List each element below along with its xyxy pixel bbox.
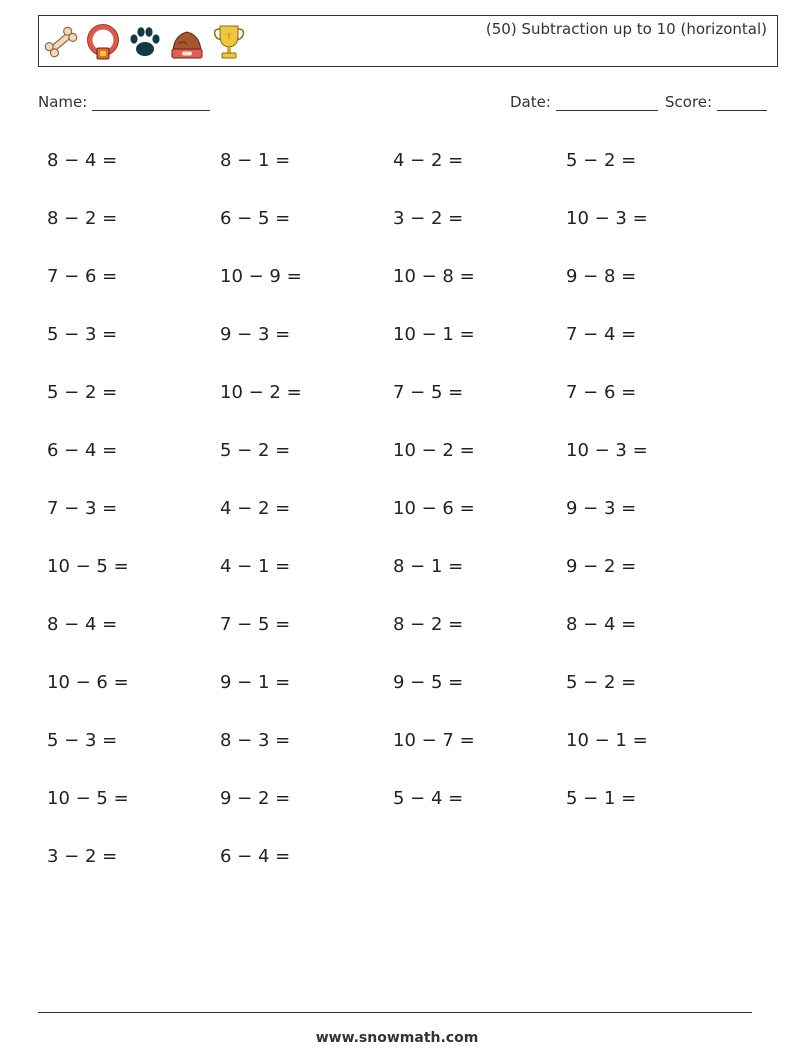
problem-item: 9 − 3 = — [220, 324, 291, 345]
problem-item: 7 − 5 = — [393, 382, 464, 403]
header-icons — [43, 20, 247, 64]
problem-item: 8 − 2 = — [393, 614, 464, 635]
problem-item: 9 − 8 = — [566, 266, 637, 287]
problem-item: 8 − 4 = — [47, 150, 118, 171]
problem-item: 10 − 2 = — [220, 382, 302, 403]
problem-item: 9 − 1 = — [220, 672, 291, 693]
problem-item: 5 − 2 = — [220, 440, 291, 461]
dog-collar-icon — [85, 22, 121, 62]
problem-item: 10 − 6 = — [47, 672, 129, 693]
problem-item: 10 − 5 = — [47, 556, 129, 577]
date-field — [510, 93, 658, 111]
problem-item: 7 − 3 = — [47, 498, 118, 519]
problem-item: 3 − 2 = — [393, 208, 464, 229]
problem-item: 10 − 3 = — [566, 208, 648, 229]
problem-item: 7 − 5 = — [220, 614, 291, 635]
problem-item: 10 − 8 = — [393, 266, 475, 287]
footer-url: www.snowmath.com — [315, 1030, 479, 1046]
score-field — [665, 93, 767, 111]
problem-item: 10 − 9 = — [220, 266, 302, 287]
problem-item: 5 − 2 = — [566, 150, 637, 171]
problem-item: 5 − 1 = — [566, 788, 637, 809]
score-label: Score: — [665, 93, 713, 111]
problem-item: 9 − 5 = — [393, 672, 464, 693]
problem-item: 10 − 6 = — [393, 498, 475, 519]
name-line[interactable] — [92, 96, 210, 111]
problem-item: 7 − 6 = — [47, 266, 118, 287]
trophy-icon — [211, 22, 247, 62]
problem-item: 8 − 1 = — [393, 556, 464, 577]
problem-item: 4 − 2 = — [220, 498, 291, 519]
date-line[interactable] — [556, 96, 658, 111]
dog-bed-icon — [169, 22, 205, 62]
problem-item: 3 − 2 = — [47, 846, 118, 867]
problem-item: 9 − 2 = — [220, 788, 291, 809]
footer-divider — [38, 1012, 752, 1013]
name-field — [38, 93, 210, 111]
problem-item: 10 − 7 = — [393, 730, 475, 751]
problem-item: 6 − 5 = — [220, 208, 291, 229]
problem-item: 5 − 2 = — [47, 382, 118, 403]
problem-item: 4 − 2 = — [393, 150, 464, 171]
problem-item: 5 − 2 = — [566, 672, 637, 693]
problem-item: 6 − 4 = — [220, 846, 291, 867]
problem-item: 6 − 4 = — [47, 440, 118, 461]
problem-item: 4 − 1 = — [220, 556, 291, 577]
date-label: Date: — [510, 93, 551, 111]
problem-item: 7 − 6 = — [566, 382, 637, 403]
svg-text:!: ! — [227, 32, 231, 41]
problem-item: 9 − 3 = — [566, 498, 637, 519]
problem-item: 10 − 1 = — [393, 324, 475, 345]
problem-item: 5 − 3 = — [47, 730, 118, 751]
paw-print-icon — [127, 22, 163, 62]
name-label: Name: — [38, 93, 88, 111]
worksheet-title: (50) Subtraction up to 10 (horizontal) — [485, 20, 767, 38]
problem-item: 10 − 1 = — [566, 730, 648, 751]
problem-item: 9 − 2 = — [566, 556, 637, 577]
problem-item: 8 − 2 = — [47, 208, 118, 229]
problem-item: 8 − 1 = — [220, 150, 291, 171]
problem-item: 7 − 4 = — [566, 324, 637, 345]
problem-item: 8 − 4 = — [566, 614, 637, 635]
problem-item: 10 − 5 = — [47, 788, 129, 809]
problem-item: 8 − 3 = — [220, 730, 291, 751]
score-line[interactable] — [717, 96, 767, 111]
problem-item: 10 − 2 = — [393, 440, 475, 461]
problem-item: 5 − 3 = — [47, 324, 118, 345]
worksheet-header — [38, 15, 778, 67]
problem-item: 10 − 3 = — [566, 440, 648, 461]
problem-item: 5 − 4 = — [393, 788, 464, 809]
problem-item: 8 − 4 = — [47, 614, 118, 635]
bone-icon — [43, 22, 79, 62]
